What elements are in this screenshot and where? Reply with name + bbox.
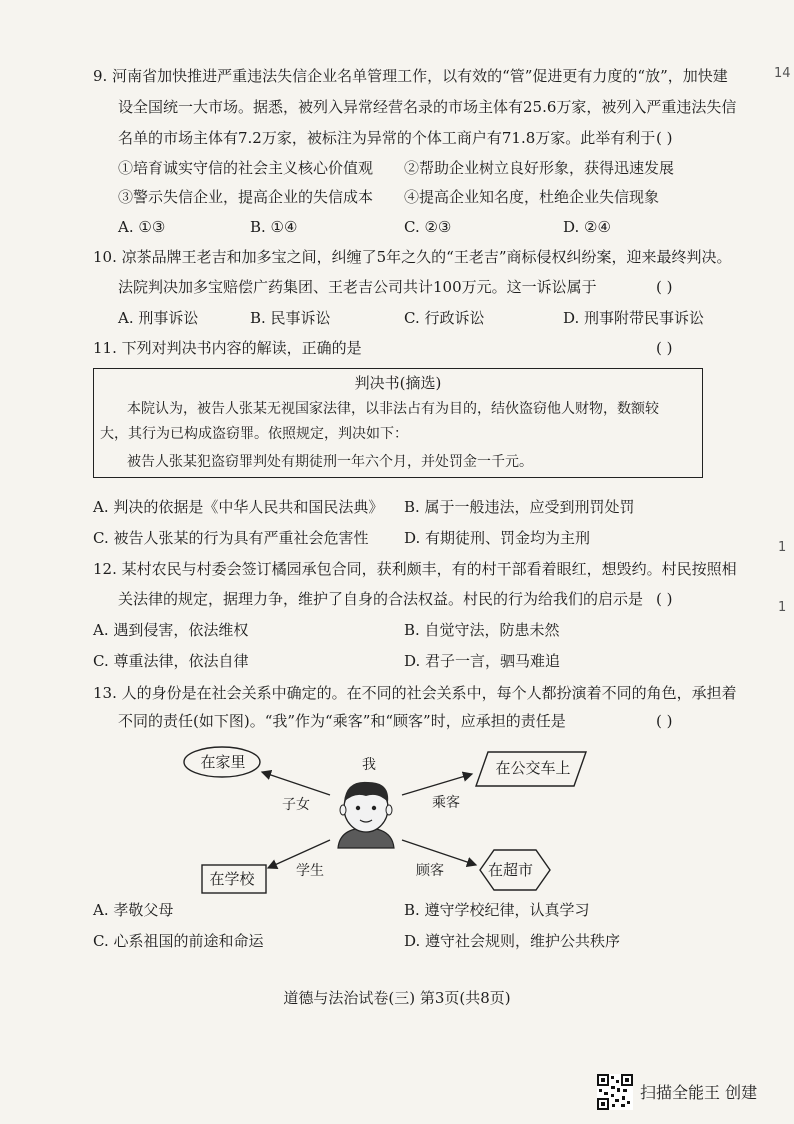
node-market: 在超市 [488, 861, 534, 879]
verdict-line2: 大，其行为已构成盗窃罪。依照规定，判决如下： [100, 426, 408, 442]
q9-option-b: B. ①④ [250, 218, 298, 236]
q10-option-a: A. 刑事诉讼 [118, 309, 199, 327]
q10-option-b: B. 民事诉讼 [250, 309, 331, 327]
verdict-line3: 被告人张某犯盗窃罪判处有期徒刑一年六个月，并处罚金一千元。 [127, 454, 533, 470]
rel-label-child: 子女 [282, 797, 310, 813]
q13-option-d: D. 遵守社会规则，维护公共秩序 [404, 932, 621, 950]
edge-mark-1: 14 [774, 66, 791, 81]
verdict-excerpt-box [93, 368, 703, 478]
q13-option-a: A. 孝敬父母 [93, 901, 174, 919]
node-home: 在家里 [200, 753, 246, 771]
qr-code-icon [597, 1074, 633, 1110]
q12-answer-paren: ( ) [656, 590, 673, 608]
q9-option-a: A. ①③ [118, 218, 166, 236]
scanner-watermark: 扫描全能王 创建 [640, 1083, 758, 1102]
q13-option-b: B. 遵守学校纪律，认真学习 [404, 901, 590, 919]
edge-mark-3: 1 [778, 600, 787, 615]
q12-option-a: A. 遇到侵害，依法维权 [93, 621, 249, 639]
arrow-to-home [262, 772, 330, 795]
center-label-me: 我 [362, 757, 376, 773]
rel-label-passenger: 乘客 [432, 795, 460, 811]
boy-figure-icon [338, 782, 394, 848]
q10-option-d: D. 刑事附带民事诉讼 [563, 309, 705, 327]
q10-answer-paren: ( ) [656, 278, 673, 296]
rel-label-student: 学生 [296, 863, 324, 879]
q13-option-c: C. 心系祖国的前途和命运 [93, 932, 264, 950]
q12-line1: 12. 某村农民与村委会签订橘园承包合同，获利颇丰，有的村干部看着眼红，想毁约。村民按照相 [93, 560, 737, 578]
edge-mark-2: 1 [778, 540, 787, 555]
verdict-line1: 本院认为，被告人张某无视国家法律，以非法占有为目的，结伙盗窃他人财物，数额较 [127, 401, 659, 417]
q9-statement-1: ①培育诚实守信的社会主义核心价值观 [118, 159, 374, 177]
q11-option-b: B. 属于一般违法，应受到刑罚处罚 [404, 498, 635, 516]
q10-line2: 法院判决加多宝赔偿广药集团、王老吉公司共计100万元。这一诉讼属于 [118, 278, 597, 296]
q12-option-b: B. 自觉守法，防患未然 [404, 621, 560, 639]
q9-line2: 设全国统一大市场。据悉，被列入异常经营名录的市场主体有25.6万家，被列入严重违法失信 [118, 98, 737, 116]
q11-option-a: A. 判决的依据是《中华人民共和国民法典》 [93, 498, 384, 516]
q12-line2: 关法律的规定，据理力争，维护了自身的合法权益。村民的行为给我们的启示是 [118, 590, 644, 608]
q11-answer-paren: ( ) [656, 339, 673, 357]
q9-option-d: D. ②④ [563, 218, 611, 236]
node-school: 在学校 [209, 870, 255, 888]
q9-option-c: C. ②③ [404, 218, 452, 236]
q9-statement-3: ③警示失信企业，提高企业的失信成本 [118, 188, 374, 206]
arrow-to-bus [402, 774, 472, 795]
q9-answer-paren: ( ) [656, 129, 673, 147]
rel-label-customer: 顾客 [416, 863, 444, 879]
q13-answer-paren: ( ) [656, 712, 673, 730]
q12-option-d: D. 君子一言，驷马难追 [404, 652, 561, 670]
q13-line2: 不同的责任(如下图)。“我”作为“乘客”和“顾客”时，应承担的责任是 [118, 712, 566, 730]
page-footer: 道德与法治试卷(三) 第3页(共8页) [283, 989, 511, 1007]
q10-option-c: C. 行政诉讼 [404, 309, 485, 327]
q11-option-c: C. 被告人张某的行为具有严重社会危害性 [93, 529, 369, 547]
q13-line1: 13. 人的身份是在社会关系中确定的。在不同的社会关系中，每个人都扮演着不同的角色，承担着 [93, 684, 737, 702]
q10-line1: 10. 凉茶品牌王老吉和加多宝之间，纠缠了5年之久的“王老吉”商标侵权纠纷案，迎来最终判决。 [93, 248, 732, 266]
q11-line1: 11. 下列对判决书内容的解读，正确的是 [93, 339, 362, 357]
q11-option-d: D. 有期徒刑、罚金均为主刑 [404, 529, 591, 547]
verdict-title: 判决书(摘选) [354, 374, 442, 392]
node-bus: 在公交车上 [495, 759, 571, 777]
q12-option-c: C. 尊重法律，依法自律 [93, 652, 249, 670]
q9-line3: 名单的市场主体有7.2万家，被标注为异常的个体工商户有71.8万家。此举有利于 [118, 129, 656, 147]
q9-statement-4: ④提高企业知名度，杜绝企业失信现象 [404, 188, 660, 206]
q9-line1: 9. 河南省加快推进严重违法失信企业名单管理工作，以有效的“管”促进更有力度的“放”，加快建 [93, 67, 728, 85]
q9-statement-2: ②帮助企业树立良好形象，获得迅速发展 [404, 159, 675, 177]
